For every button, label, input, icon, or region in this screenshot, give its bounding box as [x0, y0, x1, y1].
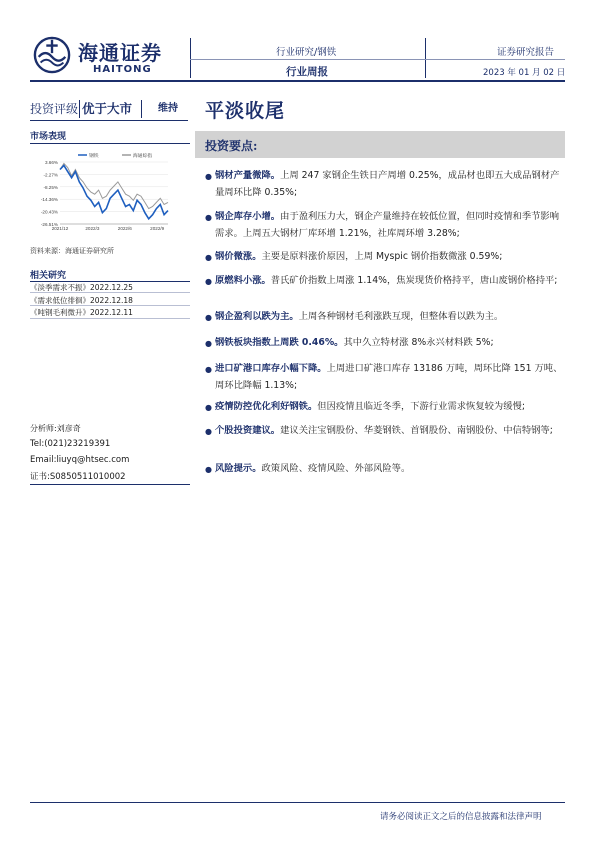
market-performance-chart — [30, 148, 190, 236]
chart-y-tick-label: -26.51% — [40, 222, 58, 227]
bullet-icon: ● — [205, 427, 212, 436]
footer-rule — [30, 802, 565, 803]
chart-legend — [78, 152, 152, 159]
key-point: 钢企库存小增。由于盈利压力大，钢企产量维持在较低位置，但同时疫情和季节影响需求。上周五大钢材厂库环增 1.21%，社库周环增 3.28%; — [215, 211, 560, 239]
chart-series — [60, 163, 168, 218]
report-title: 平淡收尾 — [205, 100, 286, 122]
header-bottom-rule — [30, 80, 565, 82]
sidebar-rule — [30, 484, 190, 485]
bullet-icon: ● — [205, 253, 212, 262]
key-point: 钢企盈利以跌为主。上周各种钢材毛利涨跌互现，但整体看以跌为主。 — [215, 311, 504, 322]
logo-english-name: HAITONG — [93, 64, 152, 75]
related-item-title: 《淡季需求不振》 — [30, 283, 90, 292]
chart-source: 资料来源：海通证券研究所 — [30, 247, 114, 255]
rating-divider — [79, 100, 80, 118]
related-item[interactable] — [30, 307, 133, 318]
bullet-icon: ● — [205, 365, 212, 374]
rating-divider — [141, 100, 142, 118]
rating-label: 投资评级 — [30, 102, 79, 116]
sidebar-row-rule — [30, 292, 190, 293]
analyst-name: 分析师:刘彦奇 — [30, 424, 81, 433]
key-points-heading: 投资要点: — [205, 139, 258, 153]
related-item-title: 《吨钢毛利微升》 — [30, 308, 90, 317]
report-type: 行业周报 — [286, 66, 328, 78]
header-divider — [190, 38, 191, 78]
market-performance-heading: 市场表现 — [30, 132, 67, 142]
bullet-icon: ● — [205, 313, 212, 322]
bullet-icon: ● — [205, 277, 212, 286]
key-point: 风险提示。政策风险、疫情风险、外部风险等。 — [215, 463, 411, 474]
chart-x-tick-label: 2022/6 — [117, 226, 132, 231]
chart-legend-label: 钢铁 — [89, 154, 99, 159]
chart-x-tick-label: 2022/3 — [85, 226, 100, 231]
report-class: 证券研究报告 — [497, 47, 555, 58]
related-item-date: 2022.12.11 — [90, 308, 133, 317]
chart-x-tick-label: 2022/9 — [150, 226, 165, 231]
sidebar-row-rule — [30, 318, 190, 319]
chart-x-axis — [52, 224, 168, 231]
rating-value: 优于大市 — [82, 101, 133, 116]
key-point: 进口矿港口库存小幅下降。上周进口矿港口库存 13186 万吨，周环比降 151 万吨、周环比降幅 1.13%; — [215, 363, 563, 391]
bullet-icon: ● — [205, 339, 212, 348]
related-item-date: 2022.12.25 — [90, 283, 133, 292]
bullet-icon: ● — [205, 213, 212, 222]
analyst-tel: Tel:(021)23219391 — [30, 439, 111, 449]
key-point: 个股投资建议。建议关注宝钢股份、华菱钢铁、首钢股份、南钢股份、中信特钢等; — [215, 425, 553, 436]
chart-x-tick-label: 2021/12 — [51, 226, 69, 231]
chart-y-tick-label: -20.43% — [40, 209, 58, 215]
report-category: 行业研究/钢铁 — [276, 47, 337, 58]
chart-y-tick-label: 3.66% — [44, 160, 58, 165]
key-point: 钢铁板块指数上周跌 0.46%。其中久立特材涨 8%永兴材料跌 5%; — [215, 337, 494, 348]
header-divider — [425, 38, 426, 78]
sidebar-rule — [30, 143, 190, 144]
analyst-cert: 证书:S0850511010002 — [30, 472, 126, 482]
footer-disclaimer: 请务必阅读正文之后的信息披露和法律声明 — [380, 812, 542, 822]
analyst-email[interactable]: Email:liuyq@htsec.com — [30, 455, 130, 465]
rating-action: 维持 — [158, 103, 178, 114]
chart-series-line-index — [60, 163, 168, 208]
haitong-logo-emblem-icon — [33, 36, 71, 74]
sidebar-row-rule — [30, 305, 190, 306]
chart-y-tick-label: -14.36% — [40, 197, 58, 203]
bullet-icon: ● — [205, 172, 212, 181]
key-point: 钢材产量微降。上周 247 家钢企生铁日产周增 0.25%，成品材也即五大成品钢材产量周环比降 0.35%; — [215, 170, 560, 198]
related-item-title: 《需求低位徘徊》 — [30, 296, 90, 305]
chart-series-line-steel — [60, 165, 168, 218]
related-item-date: 2022.12.18 — [90, 296, 133, 305]
chart-legend-label: 海通综指 — [133, 154, 153, 159]
header-rule — [190, 59, 565, 60]
related-research-heading: 相关研究 — [30, 271, 67, 281]
logo-chinese-name: 海通证券 — [78, 41, 162, 65]
chart-y-tick-label: -8.25% — [43, 184, 58, 190]
report-date: 2023 年 01 月 02 日 — [483, 68, 566, 78]
key-point: 原燃料小涨。普氏矿价指数上周涨 1.14%，焦炭现货价格持平，唐山废钢价格持平; — [215, 275, 558, 286]
bullet-icon: ● — [205, 403, 212, 412]
chart-y-axis — [41, 160, 58, 227]
key-point: 疫情防控优化利好钢铁。但因疫情且临近冬季，下游行业需求恢复较为缓慢; — [215, 401, 525, 412]
chart-y-tick-label: -2.27% — [43, 172, 58, 178]
bullet-icon: ● — [205, 465, 212, 474]
key-point: 钢价微涨。主要是原料涨价原因，上周 Myspic 钢价指数微涨 0.59%; — [215, 251, 503, 262]
